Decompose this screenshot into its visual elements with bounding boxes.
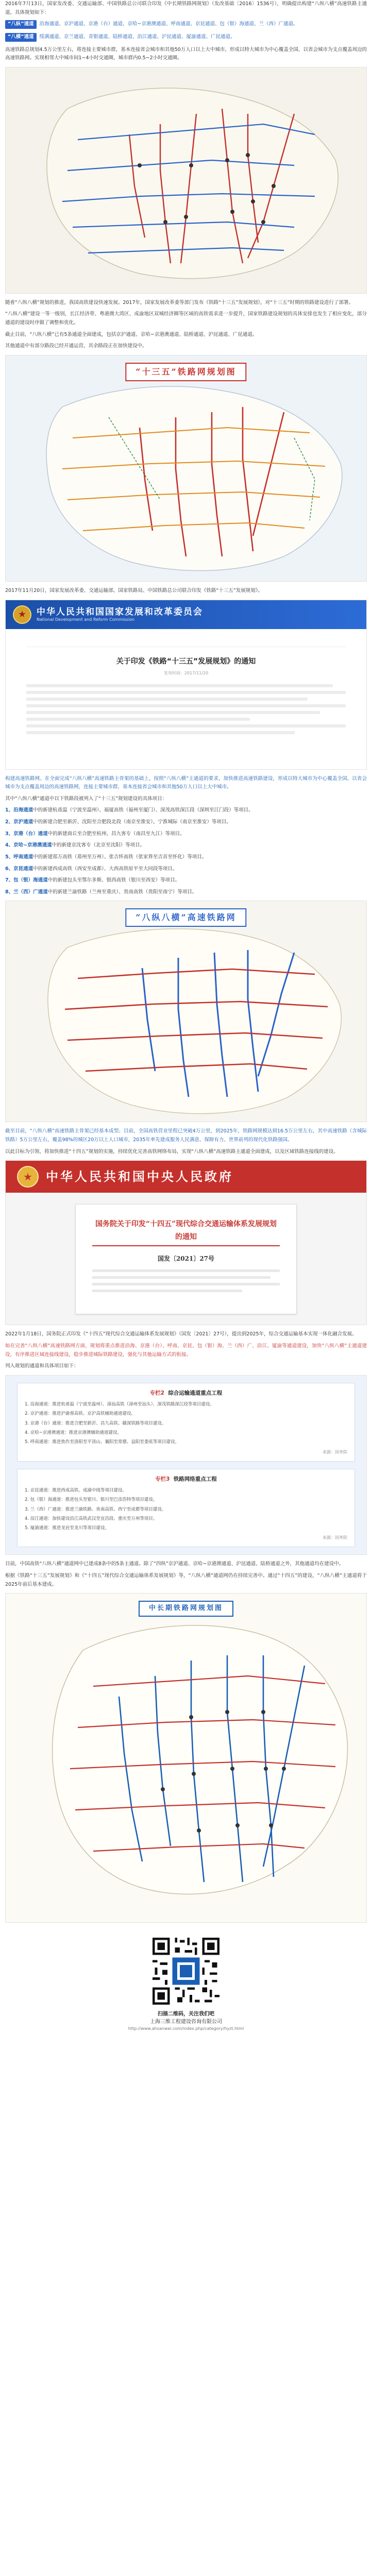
doc-red-head: 国务院关于印发“十四五”现代综合交通运输体系发展规划的通知	[95, 1220, 277, 1241]
gov-doc-figure	[5, 1160, 367, 1325]
plan-paragraph-4: 其他通道中有部分路段已经开通运营，其余路段正在加快建设中。	[5, 343, 147, 349]
hsr-paragraph-1	[5, 775, 367, 792]
zong-row	[5, 20, 367, 29]
heng-list: 绥满通道、京兰通道、青银通道、陆桥通道、沿江通道、沪昆通道、厦渝通道、广昆通道。	[39, 33, 235, 40]
ndrc-header	[6, 600, 366, 629]
block-body	[25, 1487, 347, 1532]
rail-network-map-3	[6, 901, 367, 1122]
item-name: 京沪通道	[13, 819, 33, 825]
item-text: 中的新建郑万高铁（郑州至万州）、张吉怀高铁（张家界至吉首至怀化）等项目。	[33, 854, 207, 860]
item-text: 中的新建兰渝铁路（兰州至重庆）、贵南高铁（贵阳至南宁）等项目。	[47, 889, 197, 895]
map-figure-2	[5, 355, 367, 582]
list-item	[5, 841, 367, 850]
plan-paragraph-3: 截止目前，“八纵八横”已有5条通道全面建成，包括京沪通道、京哈~京港澳通道、陆桥通道、沪昆通道、广昆通道。	[5, 331, 258, 337]
map-2-banner: “十三五”铁路网规划图	[125, 363, 246, 381]
item-num: 7、	[5, 877, 14, 884]
list-item	[5, 818, 367, 827]
ndrc-title-cn: 中华人民共和国国家发展和改革委员会	[37, 606, 203, 617]
block-title: 铁路网络重点工程	[173, 1476, 217, 1482]
item-text: 中的新建京沈客专（北京至沈阳）等项目。	[52, 842, 145, 849]
item-name: 沿海通道	[13, 807, 33, 814]
block-line: 1. 沿海通道：推进杭甬温（宁波至温州）、漳汕高铁（漳州至汕头）、深茂铁路深江段等项目建设。	[25, 1402, 214, 1408]
block-line: 5. 厦渝通道：推进龙岩至龙川等项目建设。	[25, 1526, 109, 1531]
item-name: 兰（西）广通道	[13, 889, 48, 895]
plan14-paragraph-3: 列入规划的通道和具体项目如下：	[5, 1363, 79, 1369]
block-card	[17, 1469, 355, 1548]
list-item	[5, 876, 367, 885]
hsr-paragraph-2: 其中“八纵八横”通道中以下铁路段被列入了“十三五”规划建设的具体项目：	[5, 795, 167, 802]
doc-sheet	[75, 1204, 297, 1314]
plan14-paragraph-2-text: 如在完善“八纵八横”高速铁路网方面，规划将重点推进沿海、京港（台）、呼南、京昆、包（银）海、兰（西）广、沿江、厦渝等通道建设，加快“八纵八横”主通道建设，有序推进区域连接线建设，稳步推进城际铁路建设，强化与其他运输方式的衔接。	[5, 1343, 367, 1358]
list-item	[5, 853, 367, 862]
company-url[interactable]: http://www.ahsanwei.com/index.php/category/hyzt.html	[128, 2026, 244, 2031]
item-name: 京昆通道	[13, 866, 33, 872]
block-title: 综合运输通道重点工程	[168, 1389, 223, 1396]
gov-header	[6, 1161, 366, 1193]
block-heading	[25, 1475, 347, 1484]
block-heading	[25, 1388, 347, 1398]
doc-red-rule	[92, 1245, 280, 1246]
zong-list: 沿海通道、京沪通道、京港（台）通道、京哈~京港澳通道、呼南通道、京昆通道、包（银）海通道、兰（西）广通道。	[39, 21, 298, 27]
notice-title: 关于印发《铁路“十三五”发展规划》的通知	[116, 657, 256, 666]
block-source: 来源：国务院	[323, 1449, 347, 1454]
item-name: 呼南通道	[13, 854, 33, 860]
block-line: 2. 包（银）海通道：推进包头至银川、银川至巴彦浩特等项目建设。	[25, 1497, 158, 1503]
gov-paragraph-1-text: 截至目前，“八纵八横”高速铁路主骨架已经基本成型。目前，全国高铁营业里程已突破4万公里，到2025年，铁路网规模达到16.5万公里左右，其中高速铁路（含城际铁路）5万公里左右，覆盖98%的城区20万以上人口城市，2035年率先建成服务人民满意、保障有力、世界前列的现代化铁路强国。	[5, 1128, 367, 1143]
heng-tag: “八横”通道	[5, 33, 37, 42]
block-line: 3. 京港（台）通道：推进合肥至新沂、昌九高铁、赣深铁路等项目建设。	[25, 1420, 166, 1426]
item-name: 京港（台）通道	[13, 831, 48, 837]
notice-text-lines	[26, 684, 346, 734]
company-name: 上海三维工程建设咨询有限公司	[150, 2019, 222, 2025]
block-line: 3. 兰（西）广通道：推进兰渝铁路、贵南高铁、西宁至成都等项目建设。	[25, 1506, 166, 1512]
rail-network-map-2	[6, 355, 367, 582]
list-item	[5, 830, 367, 839]
item-name: 京哈~京港澳通道	[13, 842, 52, 849]
gov-title: 中华人民共和国中央人民政府	[46, 1169, 233, 1184]
block-line: 4. 京哈~京港澳通道：推进京港澳辅助通道建设。	[25, 1430, 122, 1436]
block-line: 1. 京昆通道：推进西成高铁、成渝中线等项目建设。	[25, 1487, 127, 1493]
block-body	[25, 1401, 347, 1446]
breadcrumb	[26, 637, 346, 647]
map-4-banner: 中长期铁路网规划图	[139, 1601, 233, 1617]
item-num: 1、	[5, 807, 14, 814]
item-name: 包（银）海通道	[13, 877, 48, 884]
item-num: 3、	[5, 831, 14, 837]
notice-paragraph: 2017年11月20日，国家发展改革委、交通运输部、国家铁路局、中国铁路总公司联合印发《铁路“十三五”发展规划》。	[5, 587, 263, 594]
item-text: 中的新建合肥至新沂、沈阳至合肥段北段（南京至淮安）、宁淮城际（南京至淮安）等项目。	[33, 819, 231, 825]
national-emblem-icon: ★	[13, 605, 31, 624]
block-line: 4. 沿江通道：加快建设沿江高铁武汉至宜昌段、重庆至万州等项目。	[25, 1516, 158, 1521]
block-prefix: 专栏3	[155, 1476, 170, 1482]
ndrc-notice-body	[6, 629, 366, 750]
plan14-paragraph-1: 2022年1月18日，国务院正式印发《“十四五”现代综合交通运输体系发展规划》（国发〔2021〕27号），提出到2025年，综合交通运输基本实现一体化融合发展。	[5, 1331, 357, 1337]
hsr-paragraph-1-text: 构建高速铁路网。在全面完成“八纵八横”高速铁路主骨架的基础上，按照“八纵八横”主通道的要求，加快推进高速铁路建设，形成以特大城市为中心覆盖全国、以省会城市为支点覆盖周边的高速铁路网，连接主要城市群，基本连接省会城市和其他50万人口以上大中城市。	[5, 775, 367, 790]
block-source: 来源：国务院	[323, 1535, 347, 1540]
item-num: 5、	[5, 854, 14, 860]
list-item	[5, 806, 367, 815]
doc-paper	[6, 1193, 366, 1325]
map-figure-1	[5, 67, 367, 294]
item-text: 中的新建商丘至合肥至杭州、昌九客专（南昌至九江）等项目。	[47, 831, 185, 837]
doc-title: 国发〔2021〕27号	[157, 1255, 215, 1263]
item-text: 中的新建包头至鄂尔多斯、银西高铁（银川至西安）等项目。	[47, 877, 180, 884]
block-line: 2. 京沪通道：推进沪渝蓉高铁、京沪高铁辅助通道建设。	[25, 1411, 136, 1417]
heng-row	[5, 33, 367, 42]
closing-paragraph-2: 根据《铁路“十三五”发展规划》和《“十四五”现代综合交通运输体系发展规划》等，“八纵八横”通道网仍在持续完善中。通过“十四五”的建设，“八纵八横”主通道将于2025年前后基本建成。	[5, 1573, 367, 1587]
gov-paragraph-2: 以此目标为引领，将加快推进“十四五”规划的实施，持续优化完善高铁网络布局，实现“八纵八横”高速铁路主通道全面建成，以及区域铁路连接线的建设。	[5, 1148, 339, 1155]
block-card	[17, 1383, 355, 1462]
qr-caption: 扫描二维码，关注我们吧	[158, 2011, 214, 2018]
item-num: 2、	[5, 819, 14, 825]
list-item	[5, 865, 367, 874]
rail-network-map-4	[6, 1594, 367, 1923]
closing-paragraph-1: 目前，中国高铁“八纵八横”通道网中已建成8条中的5条主通道。除了“四纵”京沪通道、京哈~京港澳通道、沪昆通道、陆桥通道之外，其他通道均在建设中。	[5, 1561, 344, 1567]
item-num: 6、	[5, 866, 14, 872]
qr-section	[5, 1928, 367, 2037]
map-figure-4	[5, 1593, 367, 1923]
zong-tag: “八纵”通道	[5, 20, 37, 29]
item-text: 中的新建西成高铁（西安至成都）、大西高铁原平至大同段等项目。	[33, 866, 178, 872]
ndrc-title-en: National Development and Reform Commission	[37, 617, 134, 622]
block-line: 5. 呼南通道：推进焦作至洛阳至平顶山、襄阳至常德、益阳至娄底等项目建设。	[25, 1439, 179, 1445]
blocks-figure	[5, 1375, 367, 1555]
national-emblem-icon: ★	[17, 1166, 39, 1188]
item-num: 8、	[5, 889, 14, 895]
notice-meta: 发布时间：2017/11/20	[163, 671, 209, 675]
ndrc-notice-figure	[5, 600, 367, 770]
plan-paragraph-1: 随着“八纵八横”规划的推进，我国高铁建设快速发展。2017年，国家发展改革委等部门发布《铁路“十三五”发展规划》，对“十三五”时期的铁路建设进行了部署。	[5, 299, 353, 306]
gov-paragraph-1	[5, 1127, 367, 1144]
plan-paragraph-2: “八纵八横”建设一等一级别，长江经济带、粤港澳大湾区、成渝地区双城经济圈等区域的高铁需求进一步提升，国家铁路建设规划的具体安排也发生了相应变化，部分通道的建设时序做了调整和优化。	[5, 311, 367, 326]
plan14-paragraph-2	[5, 1342, 367, 1359]
item-text: 中的新建杭甬温（宁波至温州）、福厦高铁（福州至厦门）、深茂高铁深江段（深圳至江门段）等项目。	[33, 807, 253, 814]
intro-paragraph-1: 2016年7月13日，国家发改委、交通运输部、中国铁路总公司联合印发《中长期铁路网规划》（发改基础〔2016〕1536号），明确提出构建“八纵八横”高速铁路主通道，具体规划如下：	[5, 1, 367, 15]
map-figure-3	[5, 901, 367, 1122]
list-item	[5, 888, 367, 897]
hsr-project-list	[5, 806, 367, 896]
block-prefix: 专栏2	[149, 1389, 164, 1396]
map-3-banner: “八纵八横”高速铁路网	[125, 908, 246, 927]
item-num: 4、	[5, 842, 14, 849]
rail-network-map-1	[6, 67, 367, 294]
intro-paragraph-2: 高速铁路总规划4.5万公里左右，将连接主要城市群，基本连接省会城市和其他50万人口以上大中城市，形成以特大城市为中心覆盖全国、以省会城市为支点覆盖周边的高速铁路网。实现相邻大中城市间1~4小时交通圈，城市群内0.5~2小时交通圈。	[5, 46, 367, 61]
qr-code-icon[interactable]	[150, 1935, 222, 2007]
